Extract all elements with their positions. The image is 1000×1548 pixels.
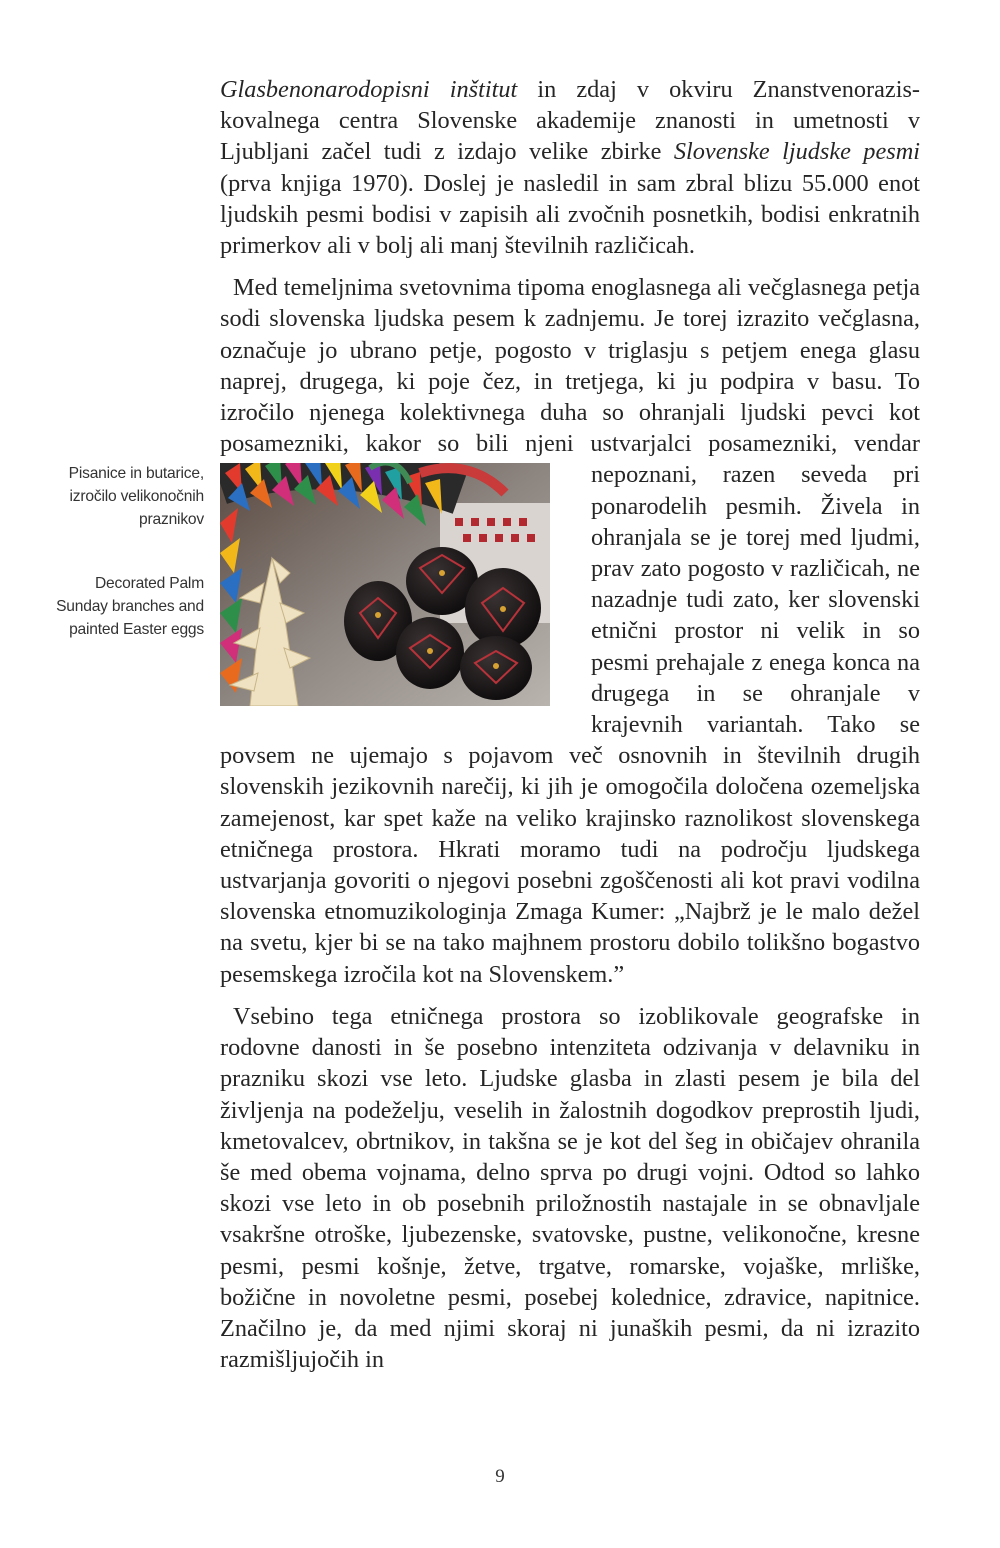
paragraph-3: Vsebino tega etničnega prostora so izoblikovale geografske in rodovne danosti in še posebno intenziteta odzivanja v delavniku in prazniku skozi vse leto. Ljudske glasba in zlasti pesem je bila del življenja na podeželju, veselih in žalostnih dogodkov preprostih ljudi, kmetovalcev, obrtnikov, in takšna se je kot del šeg in običajev ohranila še med obema vojnama, delno sprva po drugi vojni. Odtod so lahko skozi vse leto in ob posebnih priložnostih nastajale in se obnavljale vsakršne otroške, ljubezenske, svatovske, pustne, velikonočne, kresne pesmi, pesmi košnje, žetve, trgatve, romarske, vojaške, mrliške, božične in novoletne pesmi, posebej kolednice, zdravice, napitnice. Značilno je, da med njimi skoraj ni junaških pesmi, da ni izrazito razmišljujočih in: [220, 1002, 920, 1374]
paragraph-1: Glasbenonarodopisni inštitut in zdaj v okviru Znanstvenoraziskovalnega centra Slovenske akademije znanosti in umetnosti v Ljubljani začel tudi z izdajo velike zbirke Slovenske ljudske pesmi (prva knjiga 1970). Doslej je nasledil in sam zbral blizu 55.000 enot ljudskih pesmi bodisi v zapisih ali zvočnih posnetkih, bodisi enkratnih primerkov ali v bolj ali manj številnih različicah.: [220, 76, 920, 260]
page-number: 9: [495, 1466, 505, 1487]
easter-eggs-photo: [220, 463, 550, 706]
figure-caption-english: Decorated Palm Sunday branches and painted Easter eggs: [56, 575, 204, 638]
collection-title: Slovenske ljudske pesmi: [673, 138, 920, 166]
paragraph-2: Med temeljnima svetovnima tipoma enoglasnega ali večglasnega petja sodi slovenska ljudska pesem k zadnjemu. Je torej izrazito večglasna, označuje jo ubrano petje, pogosto v triglasju s petjem enega glasu naprej, drugega, ki poje čez, in tretjega, ki ju podpira v basu. To izročilo njenega kolektivnega duha so ohranjali ljudski pevci kot posamezniki, kakor so bili njeni ustvarjalci posamezniki, vendar nepoznani, razen seveda pri ponarodelih pesmih. Živela in ohranjala se je torej med ljudmi, prav zato pogosto v različicah, ne nazadnje tudi zato, ker slovenski etnični prostor ni velik in so pesmi prehajale z enega konca na drugega in se ohranjale v krajevnih variantah. Tako se povsem ne ujemajo s pojavom več osnovnih in številnih drugih slovenskih jezikovnih narečij, ki jih je omogočila določena ozemeljska zamejenost, kar spet kaže na veliko krajinsko raznolikost slovenskega etničnega prostora. Hkrati moramo tudi na področju ljudskega ustvarjanja govoriti o njegovi posebni zgoščenosti ali kot pravi vodilna slovenska etnomuzikologinja Zmaga Kumer: „Najbrž je le malo dežel na svetu, kjer bi se na tako majhnem prostoru dobilo tolikšno bogastvo pesemskega izročila kot na Slovenskem.”: [220, 274, 920, 988]
figure-caption-slovene: Pisanice in butarice, izročilo velikonočnih praznikov: [68, 465, 204, 528]
body-text: [220, 74, 920, 1375]
institute-name: Glasbenonarodopisni inštitut: [220, 76, 518, 103]
